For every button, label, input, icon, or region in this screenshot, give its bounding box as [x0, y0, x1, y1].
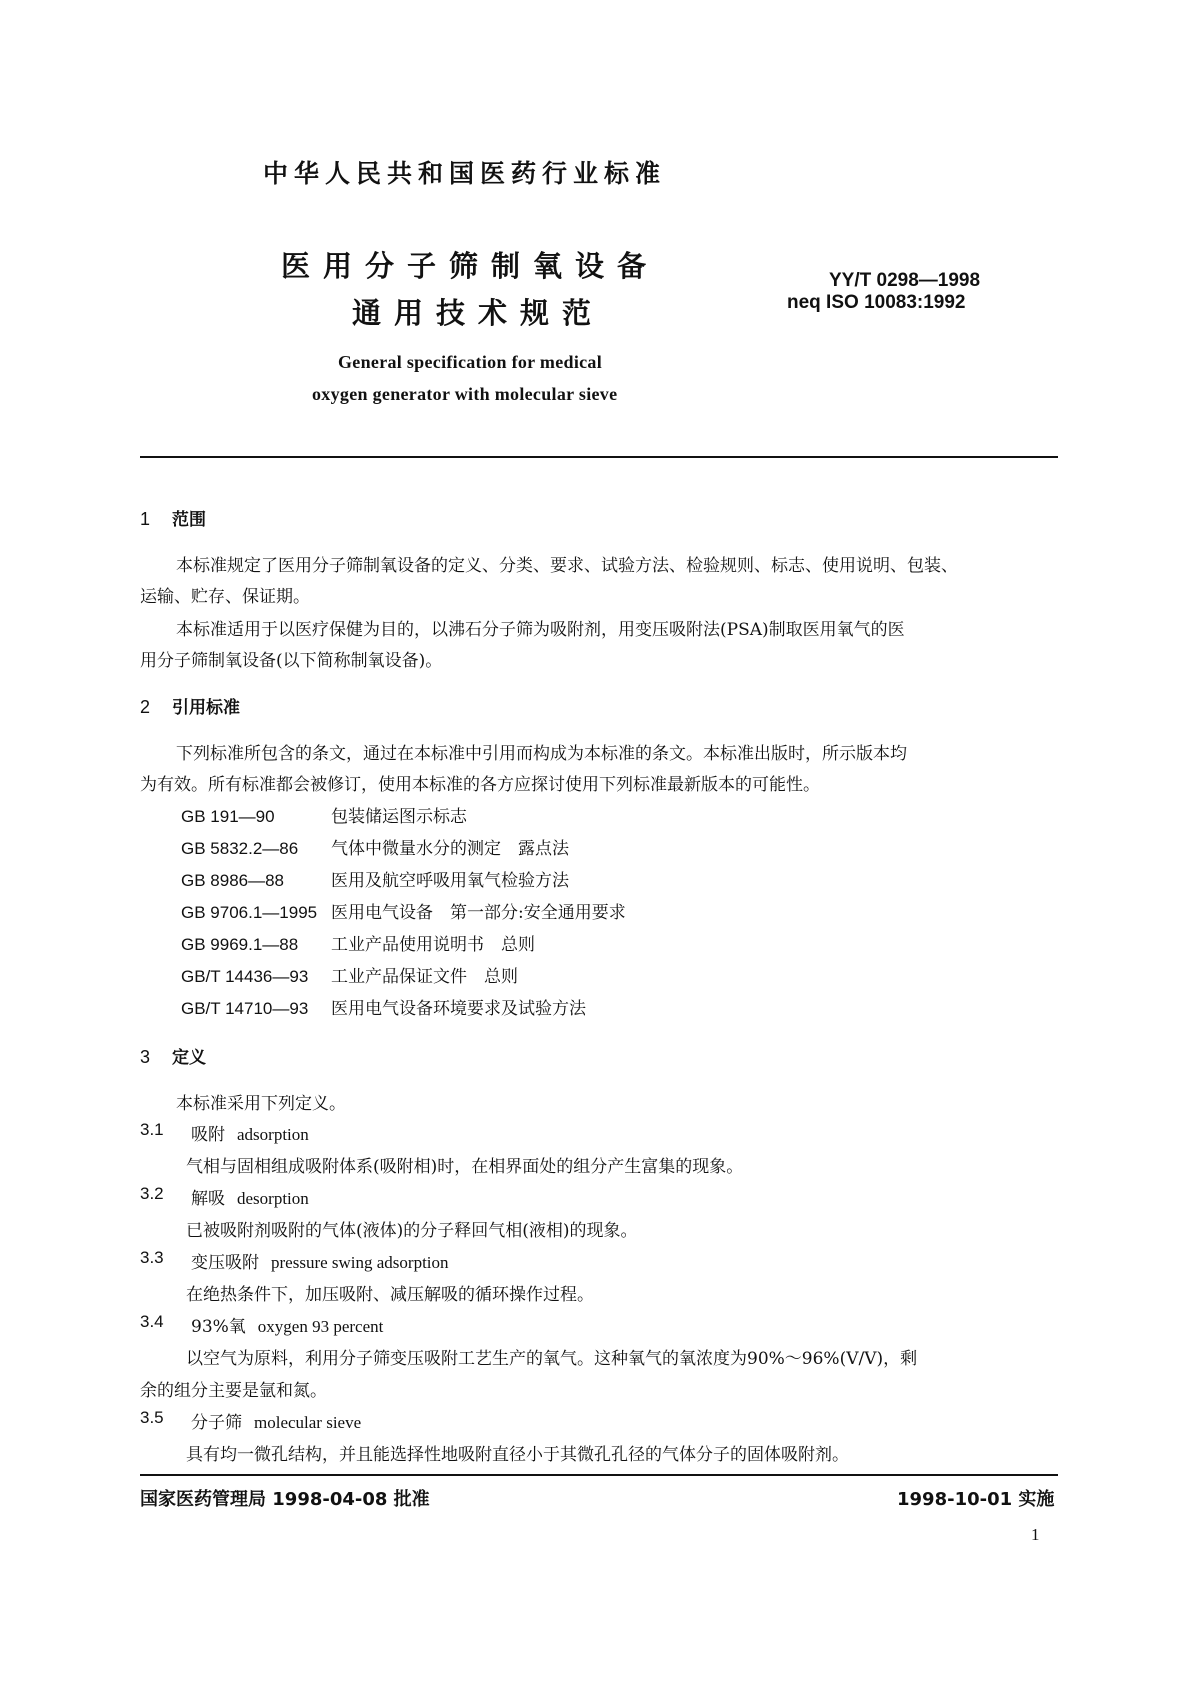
paragraph-line: 本标准适用于以医疗保健为目的，以沸石分子筛为吸附剂，用变压吸附法(PSA)制取医用氧气的医: [176, 620, 905, 640]
reference-code: GB 191—90: [181, 807, 275, 826]
definition-term: [191, 1184, 309, 1209]
reference-item: [181, 994, 586, 1019]
section-title: 范围: [172, 510, 206, 530]
reference-code: GB/T 14436—93: [181, 967, 309, 986]
term-en: desorption: [237, 1189, 309, 1208]
reference-item: [181, 898, 626, 923]
reference-item: [181, 866, 569, 891]
page-number: 1: [1031, 1525, 1040, 1544]
definition-term: [191, 1408, 361, 1433]
term-cn: 变压吸附: [191, 1253, 259, 1273]
term-cn: 93%氧: [191, 1317, 246, 1337]
term-en: oxygen 93 percent: [257, 1317, 384, 1336]
section-number: 1: [140, 509, 151, 529]
standard-code: YY/T 0298—1998: [829, 270, 981, 291]
english-title-line2: oxygen generator with molecular sieve: [312, 384, 618, 404]
definition-text: 具有均一微孔结构，并且能选择性地吸附直径小于其微孔孔径的气体分子的固体吸附剂。: [186, 1445, 849, 1465]
definition-text: 已被吸附剂吸附的气体(液体)的分子释回气相(液相)的现象。: [186, 1221, 638, 1241]
definition-term: [191, 1120, 309, 1145]
reference-title: 医用电气设备 第一部分:安全通用要求: [331, 903, 626, 923]
reference-code: GB 5832.2—86: [181, 839, 299, 858]
header-divider: [140, 456, 1058, 458]
footer-divider: [140, 1474, 1058, 1476]
paragraph-line: 为有效。所有标准都会被修订，使用本标准的各方应探讨使用下列标准最新版本的可能性。: [140, 775, 820, 795]
paragraph-line: 本标准规定了医用分子筛制氧设备的定义、分类、要求、试验方法、检验规则、标志、使用说明、包装、: [176, 556, 958, 576]
section-2-heading: [140, 693, 240, 718]
paragraph-line: 运输、贮存、保证期。: [140, 587, 310, 607]
english-title-line1: General specification for medical: [338, 352, 603, 372]
definition-term: [191, 1312, 383, 1337]
definition-text: 气相与固相组成吸附体系(吸附相)时，在相界面处的组分产生富集的现象。: [186, 1157, 744, 1177]
reference-title: 工业产品使用说明书 总则: [331, 935, 535, 955]
definition-number: 3.2: [140, 1184, 164, 1203]
reference-title: 医用电气设备环境要求及试验方法: [331, 999, 586, 1019]
section-3-heading: [140, 1043, 206, 1068]
definition-text-continued: 余的组分主要是氩和氮。: [140, 1381, 327, 1401]
reference-title: 工业产品保证文件 总则: [331, 967, 518, 987]
term-en: adsorption: [237, 1125, 309, 1144]
reference-item: [181, 930, 535, 955]
definition-number: 3.5: [140, 1408, 164, 1427]
term-cn: 吸附: [191, 1125, 225, 1145]
definition-number: 3.4: [140, 1312, 164, 1331]
term-en: pressure swing adsorption: [271, 1253, 449, 1272]
reference-code: GB 9969.1—88: [181, 935, 299, 954]
section-number: 2: [140, 697, 151, 717]
reference-title: 气体中微量水分的测定 露点法: [331, 839, 569, 859]
definition-term: [191, 1248, 449, 1273]
section-number: 3: [140, 1047, 151, 1067]
reference-title: 包装储运图示标志: [331, 807, 467, 827]
term-cn: 分子筛: [191, 1413, 242, 1433]
paragraph-line: 本标准采用下列定义。: [176, 1094, 346, 1114]
reference-item: [181, 834, 569, 859]
paragraph-line: 下列标准所包含的条文，通过在本标准中引用而构成为本标准的条文。本标准出版时，所示版本均: [176, 744, 907, 764]
definition-number: 3.1: [140, 1120, 164, 1139]
approval-info: 国家医药管理局 1998-04-08 批准: [140, 1489, 430, 1510]
paragraph-line: 用分子筛制氧设备(以下简称制氧设备)。: [140, 651, 443, 671]
definition-number: 3.3: [140, 1248, 164, 1267]
doc-title-line1: 医用分子筛制氧设备: [281, 249, 660, 283]
reference-item: [181, 962, 518, 987]
term-en: molecular sieve: [254, 1413, 362, 1432]
standard-org-title: 中华人民共和国医药行业标准: [263, 159, 667, 188]
section-1-heading: [140, 505, 206, 530]
equivalence-code: neq ISO 10083:1992: [787, 292, 966, 313]
term-cn: 解吸: [191, 1189, 225, 1209]
section-title: 定义: [172, 1048, 206, 1068]
reference-code: GB/T 14710—93: [181, 999, 309, 1018]
implementation-date: 1998-10-01 实施: [897, 1489, 1055, 1510]
section-title: 引用标准: [172, 698, 240, 718]
reference-item: [181, 802, 467, 827]
definition-text: 以空气为原料，利用分子筛变压吸附工艺生产的氧气。这种氧气的氧浓度为90%～96%(V/V)，剩: [186, 1349, 918, 1369]
reference-title: 医用及航空呼吸用氧气检验方法: [331, 871, 569, 891]
definition-text: 在绝热条件下，加压吸附、减压解吸的循环操作过程。: [186, 1285, 594, 1305]
doc-title-line2: 通用技术规范: [352, 296, 605, 330]
reference-code: GB 8986—88: [181, 871, 285, 890]
reference-code: GB 9706.1—1995: [181, 903, 318, 922]
